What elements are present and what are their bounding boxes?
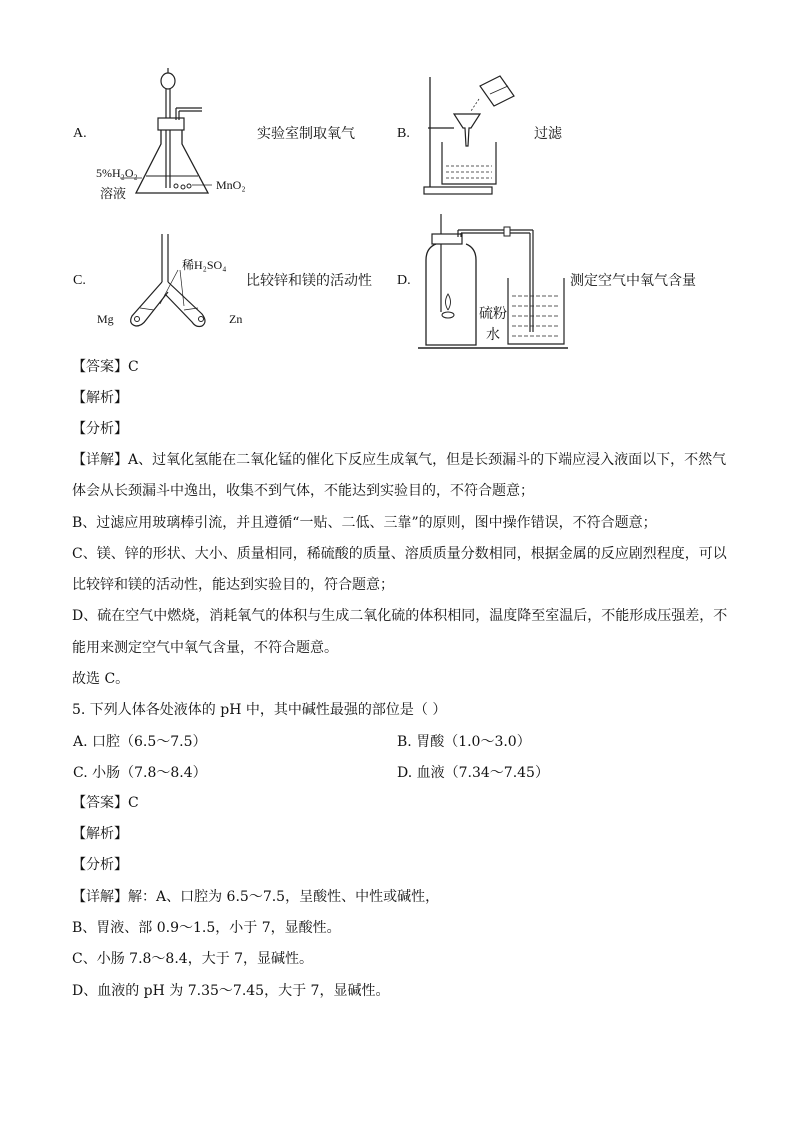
q4-detail-line-2: 体会从长颈漏斗中逸出，收集不到气体，不能达到实验目的，不符合题意；	[72, 483, 534, 499]
option-c-caption: 比较锌和镁的活动性	[246, 273, 372, 289]
option-a-caption: 实验室制取氧气	[257, 126, 355, 142]
label-water: 水	[486, 327, 500, 343]
q5-stem: 5. 下列人体各处液体的 pH 中，其中碱性最强的部位是（ ）	[72, 702, 447, 718]
label-dilute-h2so4: 稀H₂SO₄	[182, 258, 227, 272]
q5-detail-line-2: B、胃液、部 0.9～1.5，小于 7，显酸性。	[72, 920, 341, 936]
q5-option-a: A. 口腔（6.5～7.5）	[73, 734, 207, 750]
q4-detail-line-4: C、镁、锌的形状、大小、质量相同，稀硫酸的质量、溶质质量分数相同，根据金属的反应剧烈程度，可以	[72, 546, 727, 562]
label-zn: Zn	[229, 312, 243, 326]
option-b-letter: B.	[397, 126, 410, 141]
q4-detail-line-1: 【详解】A、过氧化氢能在二氧化锰的催化下反应生成氧气，但是长颈漏斗的下端应浸入液面以下，不然气	[72, 452, 727, 468]
q4-detail-line-7: 能用来测定空气中氧气含量，不符合题意。	[72, 640, 338, 656]
filtration-apparatus-diagram	[418, 74, 528, 196]
q4-detail-line-6: D、硫在空气中燃烧，消耗氧气的体积与生成二氧化硫的体积相同，温度降至室温后，不能形成压强差，不	[72, 608, 728, 624]
q4-conclusion: 故选 C。	[72, 671, 130, 687]
q5-detail-line-4: D、血液的 pH 为 7.35～7.45，大于 7，显碱性。	[72, 983, 390, 999]
option-c-letter: C.	[73, 273, 86, 288]
label-solution: 溶液	[100, 186, 127, 201]
option-d-caption: 测定空气中氧气含量	[570, 273, 696, 289]
q5-option-c: C. 小肠（7.8～8.4）	[73, 765, 207, 781]
q5-fenxi-heading: 【分析】	[72, 857, 128, 873]
q4-detail-line-3: B、过滤应用玻璃棒引流，并且遵循“一贴、二低、三靠”的原则，图中操作错误，不符合题意；	[72, 515, 657, 531]
q5-answer: 【答案】C	[72, 795, 139, 811]
q4-analysis-heading: 【解析】	[72, 390, 128, 406]
option-d-letter: D.	[397, 273, 411, 288]
y-tube-metal-activity-diagram	[118, 230, 228, 330]
q5-option-d: D. 血液（7.34～7.45）	[397, 765, 549, 781]
label-mg: Mg	[97, 312, 114, 326]
q5-detail-line-1: 【详解】解：A、口腔为 6.5～7.5，呈酸性、中性或碱性，	[72, 889, 440, 905]
q4-answer: 【答案】C	[72, 359, 139, 375]
q4-detail-line-5: 比较锌和镁的活动性，能达到实验目的，符合题意；	[72, 577, 394, 593]
option-a-letter: A.	[73, 126, 87, 141]
q4-fenxi-heading: 【分析】	[72, 421, 128, 437]
label-h2o2: 5%H₂O₂	[96, 166, 138, 180]
label-sulfur-powder: 硫粉	[479, 306, 507, 322]
label-mno2: MnO₂	[216, 178, 246, 192]
q5-option-b: B. 胃酸（1.0～3.0）	[397, 734, 531, 750]
option-b-caption: 过滤	[534, 126, 562, 142]
q5-analysis-heading: 【解析】	[72, 826, 128, 842]
q5-detail-line-3: C、小肠 7.8～8.4，大于 7，显碱性。	[72, 951, 314, 967]
